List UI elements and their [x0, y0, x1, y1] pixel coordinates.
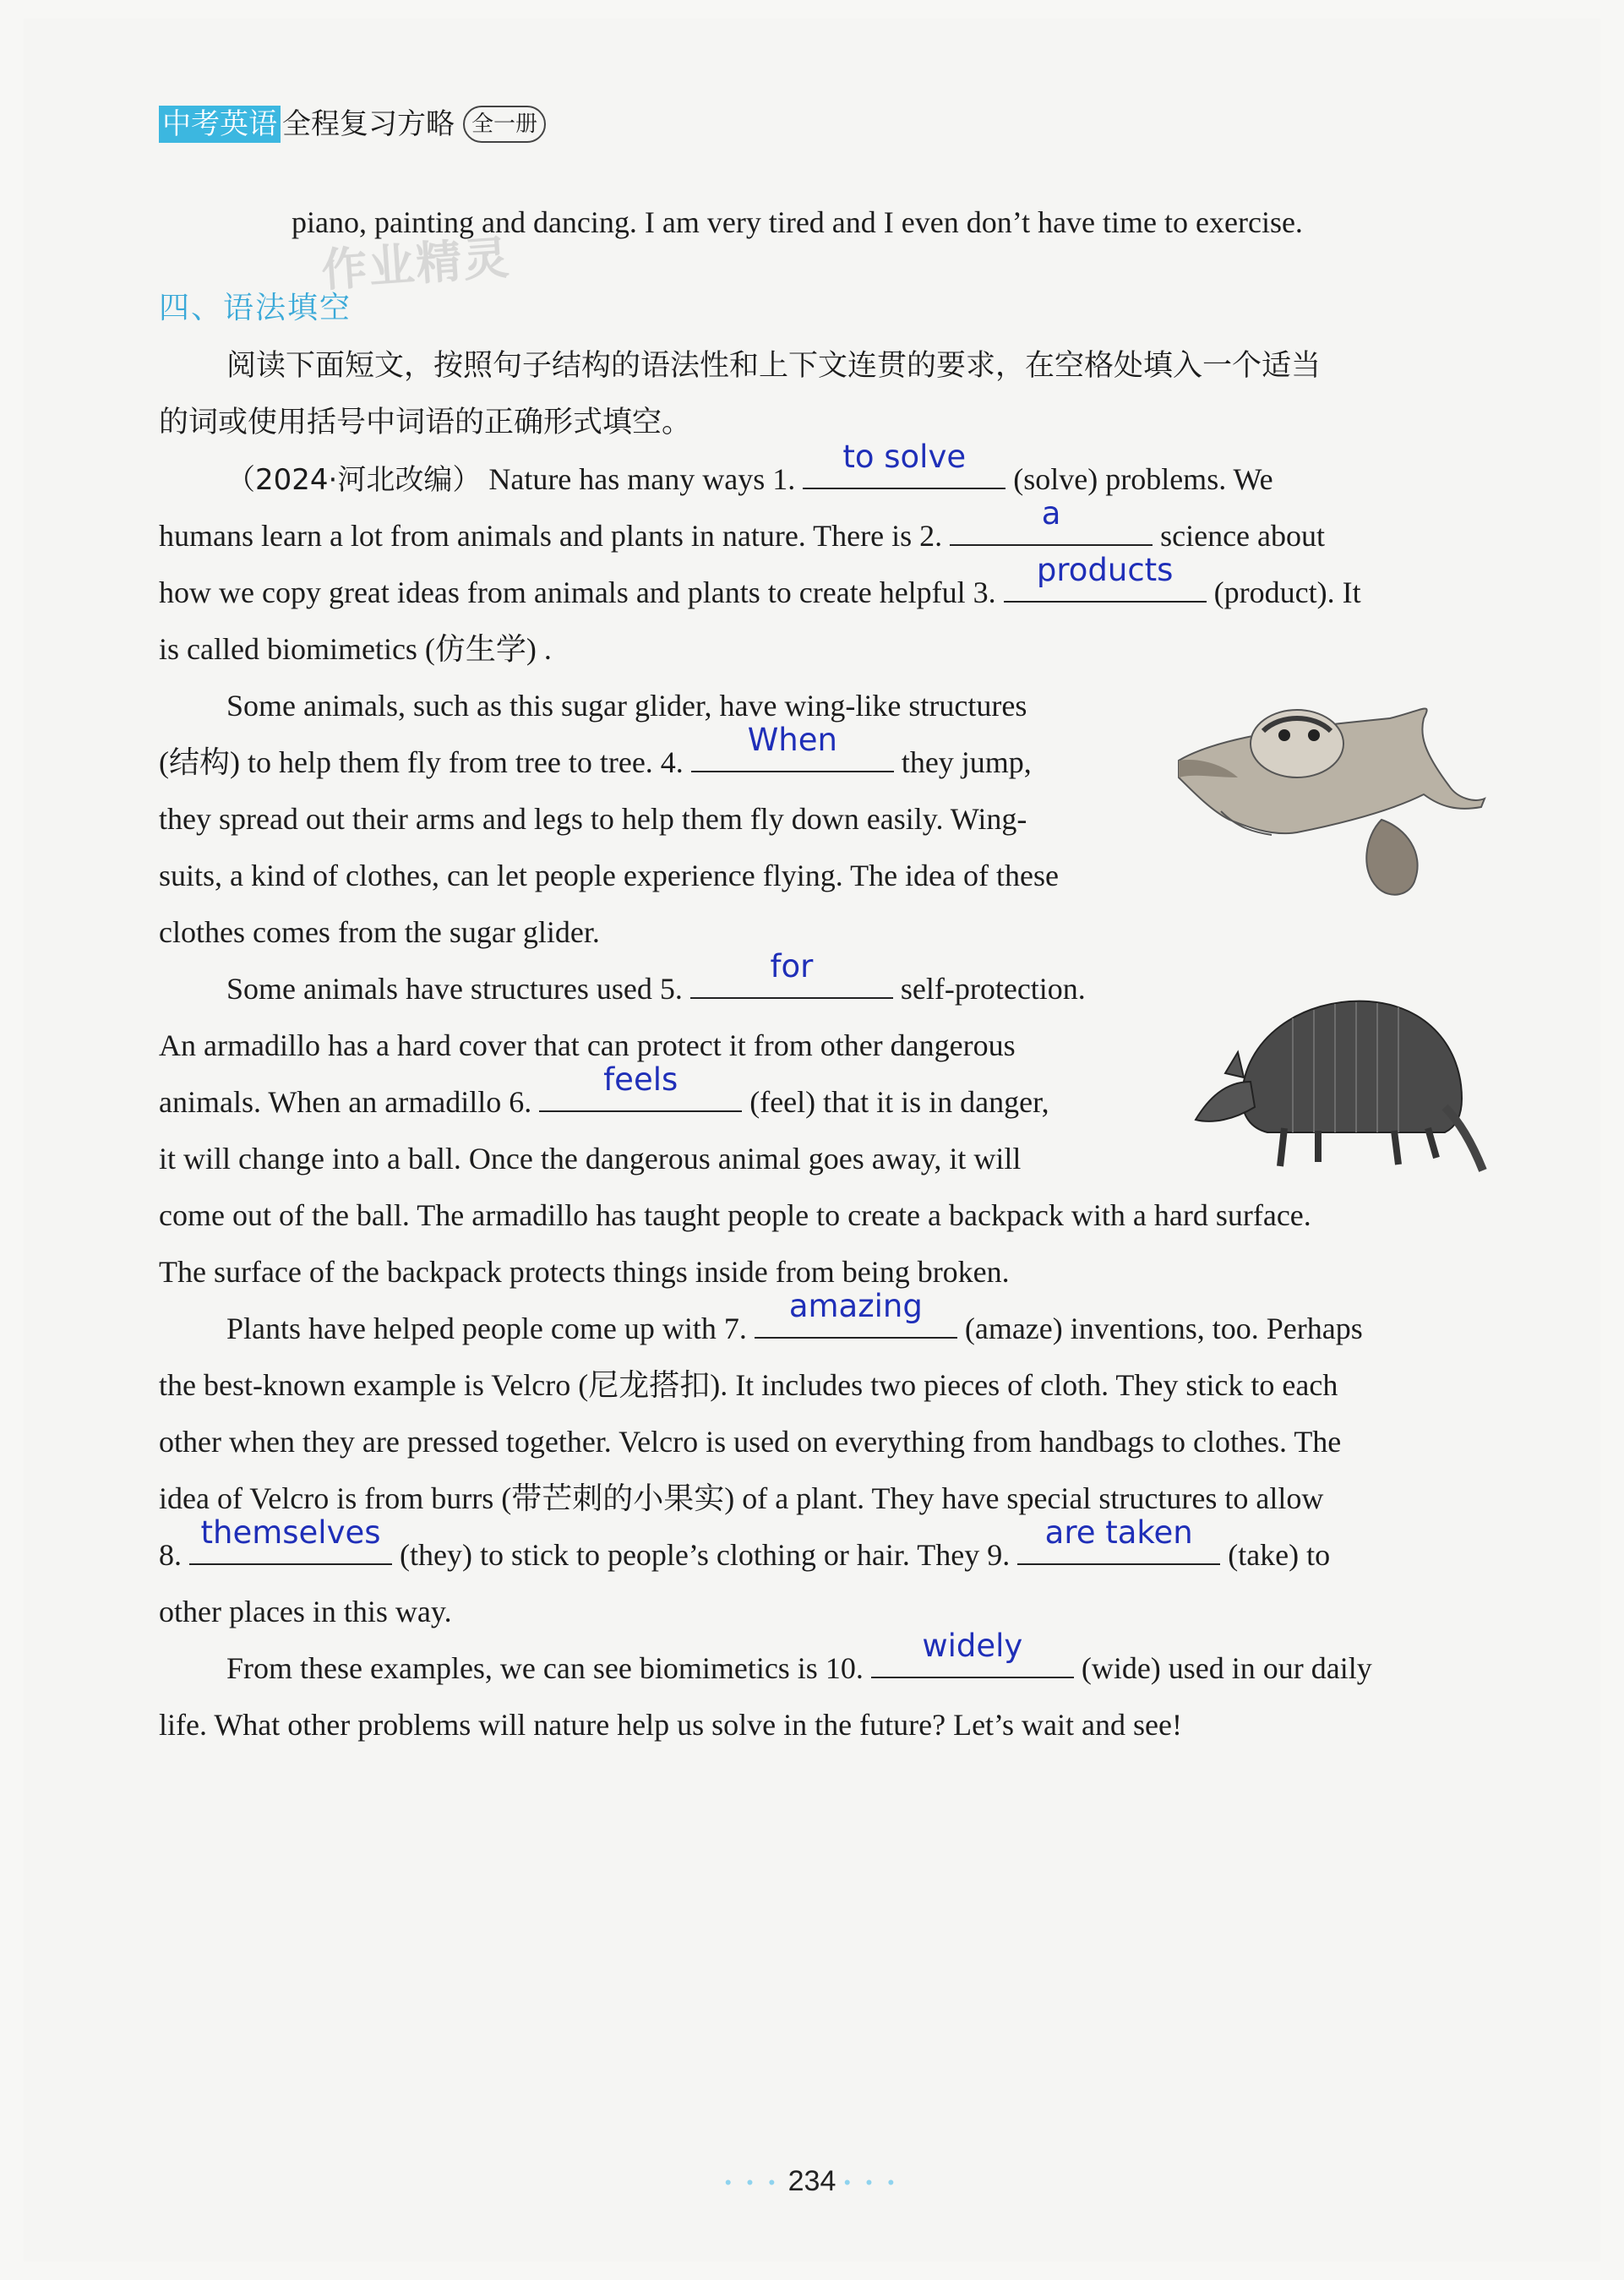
- answer-8: themselves: [200, 1514, 381, 1551]
- answer-10: widely: [922, 1628, 1023, 1664]
- blank-4[interactable]: [691, 722, 894, 772]
- p2-line-2: [159, 722, 1032, 791]
- p3-line-4: it will change into a ball. Once the dangerous animal goes away, it will: [159, 1142, 1022, 1175]
- blank-10[interactable]: [871, 1628, 1074, 1678]
- source-tag: （2024·河北改编）: [226, 463, 482, 497]
- answer-5: for: [770, 948, 814, 985]
- answer-6: feels: [603, 1061, 678, 1098]
- p4-line-6: other places in this way.: [159, 1595, 452, 1628]
- p2-text: (结构) to help them fly from tree to tree. 4.: [159, 745, 684, 779]
- p4-line-2: the best-known example is Velcro (尼龙搭扣). It includes two pieces of cloth. They stick to each: [159, 1368, 1338, 1402]
- header-series: 中考英语: [159, 106, 281, 143]
- left-dots-decoration: • • •: [724, 2172, 781, 2194]
- blank-1[interactable]: [803, 439, 1005, 489]
- p4-text: (amaze) inventions, too. Perhaps: [964, 1312, 1363, 1345]
- p4-text: Plants have helped people come up with 7.: [226, 1312, 747, 1345]
- p1-line-3: [159, 552, 1361, 621]
- p4-line-3: other when they are pressed together. Velcro is used on everything from handbags to clothes. The: [159, 1425, 1342, 1459]
- p5-text: (wide) used in our daily: [1081, 1651, 1372, 1685]
- right-dots-decoration: • • •: [843, 2172, 900, 2194]
- instruction-line-2: 的词或使用括号中词语的正确形式填空。: [159, 406, 692, 439]
- p2-line-1: Some animals, such as this sugar glider, have wing-like structures: [226, 689, 1027, 723]
- section-title: 四、语法填空: [159, 291, 352, 325]
- p1-text: humans learn a lot from animals and plants in nature. There is 2.: [159, 519, 943, 553]
- answer-2: a: [1041, 495, 1061, 532]
- instruction-line-1: 阅读下面短文，按照句子结构的语法性和上下文连贯的要求，在空格处填入一个适当: [226, 349, 1322, 383]
- p3-line-6: The surface of the backpack protects things inside from being broken.: [159, 1255, 1010, 1289]
- header-volume: 全一册: [463, 106, 546, 143]
- book-header: [159, 103, 546, 145]
- p4-text: (they) to stick to people’s clothing or hair. They 9.: [400, 1538, 1011, 1572]
- page-number: 234: [787, 2165, 837, 2197]
- blank-5[interactable]: [690, 948, 893, 999]
- p1-text: (product). It: [1213, 575, 1361, 609]
- blank-9[interactable]: [1017, 1514, 1220, 1565]
- p4-line-1: [226, 1288, 1363, 1357]
- p1-text: how we copy great ideas from animals and plants to create helpful 3.: [159, 575, 996, 609]
- watermark: 作业精灵: [319, 231, 513, 297]
- armadillo-illustration: [1191, 980, 1487, 1183]
- p4-line-4: idea of Velcro is from burrs (带芒刺的小果实) of a plant. They have special structures to allow: [159, 1481, 1324, 1515]
- answer-4: When: [747, 722, 837, 758]
- p2-text: they jump,: [901, 745, 1032, 779]
- p3-text: animals. When an armadillo 6.: [159, 1085, 532, 1119]
- p1-text: science about: [1160, 519, 1325, 553]
- p2-line-3: they spread out their arms and legs to help them fly down easily. Wing-: [159, 802, 1027, 836]
- answer-7: amazing: [788, 1288, 923, 1324]
- continued-line: piano, painting and dancing. I am very tired and I even don’t have time to exercise.: [292, 205, 1303, 239]
- p5-line-2: life. What other problems will nature help us solve in the future? Let’s wait and see!: [159, 1708, 1182, 1742]
- p3-line-2: An armadillo has a hard cover that can protect it from other dangerous: [159, 1028, 1016, 1062]
- p4-text: (take) to: [1228, 1538, 1331, 1572]
- p5-text: From these examples, we can see biomimetics is 10.: [226, 1651, 864, 1685]
- p1-line-1: [226, 439, 1479, 509]
- p3-line-3: [159, 1061, 1049, 1131]
- p1-text: (solve) problems. We: [1013, 462, 1273, 496]
- p4-line-5: [159, 1514, 1331, 1584]
- p3-text: (feel) that it is in danger,: [749, 1085, 1049, 1119]
- p2-line-4: suits, a kind of clothes, can let people experience flying. The idea of these: [159, 859, 1059, 892]
- p3-text: Some animals have structures used 5.: [226, 972, 683, 1006]
- p5-line-1: [226, 1628, 1372, 1697]
- blank-2[interactable]: [950, 495, 1153, 546]
- sugar-glider-illustration: [1170, 685, 1491, 904]
- blank-6[interactable]: [539, 1061, 742, 1112]
- answer-3: products: [1036, 552, 1174, 588]
- blank-3[interactable]: [1004, 552, 1207, 603]
- p4-text: 8.: [159, 1538, 182, 1572]
- p1-text: Nature has many ways 1.: [488, 462, 796, 496]
- p2-line-5: clothes comes from the sugar glider.: [159, 915, 600, 949]
- p3-text: self-protection.: [900, 972, 1086, 1006]
- p1-line-4: is called biomimetics (仿生学) .: [159, 632, 552, 666]
- header-title: 全程复习方略: [282, 107, 455, 141]
- p3-line-1: [226, 948, 1086, 1017]
- p3-line-5: come out of the ball. The armadillo has taught people to create a backpack with a hard surface.: [159, 1198, 1311, 1232]
- blank-8[interactable]: [189, 1514, 392, 1565]
- answer-1: to solve: [842, 439, 967, 475]
- answer-9: are taken: [1044, 1514, 1193, 1551]
- blank-7[interactable]: [755, 1288, 957, 1339]
- page-number-footer: [0, 2165, 1624, 2198]
